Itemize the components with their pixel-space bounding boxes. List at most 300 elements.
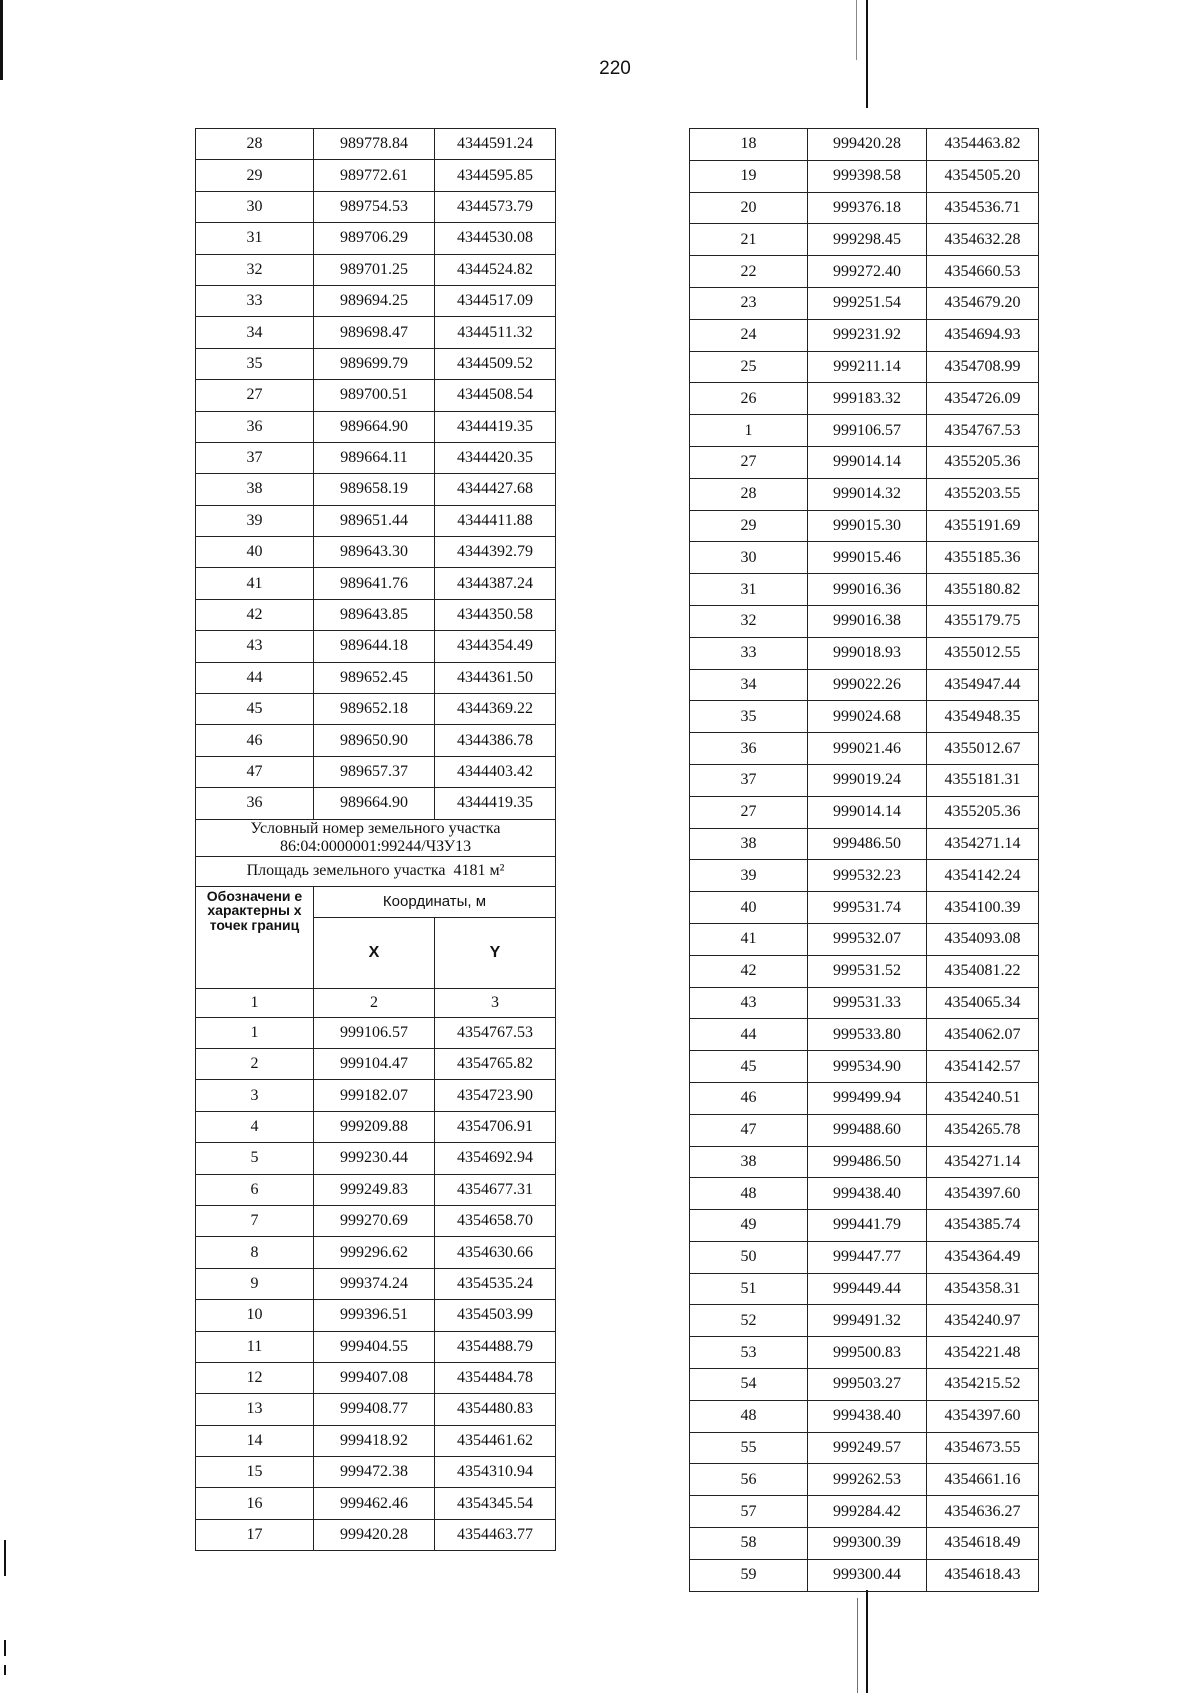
point-number-cell: 45 bbox=[196, 694, 314, 725]
y-coordinate-cell: 4354271.14 bbox=[927, 828, 1039, 860]
point-number-cell: 30 bbox=[196, 191, 314, 222]
y-coordinate-cell: 4354240.97 bbox=[927, 1305, 1039, 1337]
x-coordinate-cell: 999396.51 bbox=[314, 1300, 435, 1331]
table-row bbox=[196, 1111, 556, 1142]
x-coordinate-cell: 999462.46 bbox=[314, 1488, 435, 1519]
table-row bbox=[690, 669, 1039, 701]
x-coordinate-cell: 999106.57 bbox=[808, 415, 927, 447]
y-coordinate-cell: 4354065.34 bbox=[927, 987, 1039, 1019]
area-row bbox=[196, 856, 556, 886]
y-coordinate-cell: 4344511.32 bbox=[435, 317, 556, 348]
y-coordinate-cell: 4354535.24 bbox=[435, 1268, 556, 1299]
point-number-cell: 54 bbox=[690, 1369, 808, 1401]
table-row bbox=[690, 415, 1039, 447]
point-number-cell: 9 bbox=[196, 1268, 314, 1299]
x-coordinate-cell: 989652.18 bbox=[314, 694, 435, 725]
table-row bbox=[690, 637, 1039, 669]
x-coordinate-cell: 999398.58 bbox=[808, 160, 927, 192]
x-coordinate-cell: 999016.36 bbox=[808, 574, 927, 606]
y-coordinate-cell: 4355185.36 bbox=[927, 542, 1039, 574]
table-row bbox=[690, 796, 1039, 828]
point-number-cell: 1 bbox=[690, 415, 808, 447]
y-coordinate-cell: 4354142.24 bbox=[927, 860, 1039, 892]
table-row bbox=[196, 317, 556, 348]
table-row bbox=[690, 1400, 1039, 1432]
y-coordinate-cell: 4354142.57 bbox=[927, 1051, 1039, 1083]
x-coordinate-cell: 989641.76 bbox=[314, 568, 435, 599]
y-coordinate-cell: 4354636.27 bbox=[927, 1496, 1039, 1528]
x-coordinate-cell: 999531.52 bbox=[808, 955, 927, 987]
y-coordinate-cell: 4355191.69 bbox=[927, 510, 1039, 542]
table-row bbox=[196, 1080, 556, 1111]
table-row bbox=[690, 1369, 1039, 1401]
column-number-2: 2 bbox=[314, 988, 435, 1017]
y-coordinate-cell: 4354536.71 bbox=[927, 192, 1039, 224]
point-number-cell: 24 bbox=[690, 319, 808, 351]
table-row bbox=[196, 1519, 556, 1550]
scan-edge-mark-bottom-left-2 bbox=[4, 1640, 6, 1656]
point-number-cell: 40 bbox=[196, 537, 314, 568]
x-coordinate-cell: 999300.44 bbox=[808, 1559, 927, 1591]
point-number-cell: 38 bbox=[690, 828, 808, 860]
point-number-cell: 15 bbox=[196, 1457, 314, 1488]
point-number-cell: 35 bbox=[690, 701, 808, 733]
x-coordinate-cell: 989651.44 bbox=[314, 505, 435, 536]
area-cell bbox=[196, 856, 556, 886]
point-number-cell: 44 bbox=[690, 1019, 808, 1051]
x-coordinate-cell: 989664.11 bbox=[314, 442, 435, 473]
right-coordinates-table-container bbox=[689, 128, 1039, 1592]
point-number-cell: 49 bbox=[690, 1210, 808, 1242]
y-coordinate-cell: 4354271.14 bbox=[927, 1146, 1039, 1178]
table-row bbox=[690, 605, 1039, 637]
x-coordinate-cell: 989700.51 bbox=[314, 380, 435, 411]
column-number-3: 3 bbox=[435, 988, 556, 1017]
x-coordinate-cell: 989778.84 bbox=[314, 129, 435, 160]
point-designation-header: Обозначени е характерны х точек границ bbox=[196, 886, 314, 988]
y-coordinate-cell: 4354358.31 bbox=[927, 1273, 1039, 1305]
table-row bbox=[196, 1174, 556, 1205]
y-coordinate-cell: 4355205.36 bbox=[927, 446, 1039, 478]
table-row bbox=[196, 1425, 556, 1456]
x-coordinate-cell: 999449.44 bbox=[808, 1273, 927, 1305]
point-number-cell: 13 bbox=[196, 1394, 314, 1425]
point-number-cell: 39 bbox=[196, 505, 314, 536]
y-coordinate-cell: 4344387.24 bbox=[435, 568, 556, 599]
table-row bbox=[690, 892, 1039, 924]
table-row bbox=[690, 1496, 1039, 1528]
table-row bbox=[690, 319, 1039, 351]
point-number-cell: 38 bbox=[196, 474, 314, 505]
table-row bbox=[690, 1337, 1039, 1369]
table-row bbox=[196, 1457, 556, 1488]
right-coordinates-table bbox=[689, 128, 1039, 1592]
x-coordinate-cell: 989658.19 bbox=[314, 474, 435, 505]
page-number: 220 bbox=[599, 58, 631, 79]
point-number-cell: 38 bbox=[690, 1146, 808, 1178]
table-row bbox=[690, 510, 1039, 542]
point-number-cell: 36 bbox=[196, 411, 314, 442]
table-row bbox=[690, 923, 1039, 955]
table-row bbox=[690, 1559, 1039, 1591]
table-row bbox=[196, 1362, 556, 1393]
table-row bbox=[690, 733, 1039, 765]
y-coordinate-cell: 4354488.79 bbox=[435, 1331, 556, 1362]
x-coordinate-cell: 989650.90 bbox=[314, 725, 435, 756]
table-row bbox=[690, 987, 1039, 1019]
table-row bbox=[196, 411, 556, 442]
table-row bbox=[196, 725, 556, 756]
point-number-cell: 22 bbox=[690, 256, 808, 288]
y-coordinate-cell: 4344517.09 bbox=[435, 285, 556, 316]
y-coordinate-cell: 4354694.93 bbox=[927, 319, 1039, 351]
point-number-cell: 3 bbox=[196, 1080, 314, 1111]
point-number-cell: 16 bbox=[196, 1488, 314, 1519]
coordinates-header: Координаты, м bbox=[314, 886, 556, 917]
x-coordinate-cell: 999296.62 bbox=[314, 1237, 435, 1268]
point-number-cell: 53 bbox=[690, 1337, 808, 1369]
point-number-cell: 30 bbox=[690, 542, 808, 574]
y-coordinate-cell: 4354221.48 bbox=[927, 1337, 1039, 1369]
table-row bbox=[690, 764, 1039, 796]
y-coordinate-cell: 4354265.78 bbox=[927, 1114, 1039, 1146]
y-coordinate-cell: 4354723.90 bbox=[435, 1080, 556, 1111]
point-number-cell: 45 bbox=[690, 1051, 808, 1083]
x-coordinate-cell: 999284.42 bbox=[808, 1496, 927, 1528]
y-coordinate-cell: 4344403.42 bbox=[435, 756, 556, 787]
point-number-cell: 32 bbox=[690, 605, 808, 637]
y-coordinate-cell: 4344420.35 bbox=[435, 442, 556, 473]
y-coordinate-cell: 4355179.75 bbox=[927, 605, 1039, 637]
y-coordinate-cell: 4344369.22 bbox=[435, 694, 556, 725]
table-row bbox=[196, 1394, 556, 1425]
x-coordinate-cell: 999404.55 bbox=[314, 1331, 435, 1362]
point-number-cell: 20 bbox=[690, 192, 808, 224]
point-number-cell: 32 bbox=[196, 254, 314, 285]
point-number-cell: 50 bbox=[690, 1241, 808, 1273]
table-row bbox=[196, 442, 556, 473]
table-row bbox=[196, 1205, 556, 1236]
point-number-cell: 2 bbox=[196, 1048, 314, 1079]
point-number-cell: 14 bbox=[196, 1425, 314, 1456]
y-coordinate-cell: 4354658.70 bbox=[435, 1205, 556, 1236]
table-row bbox=[690, 160, 1039, 192]
x-coordinate-cell: 999447.77 bbox=[808, 1241, 927, 1273]
x-coordinate-cell: 999249.57 bbox=[808, 1432, 927, 1464]
y-coordinate-cell: 4344386.78 bbox=[435, 725, 556, 756]
point-number-cell: 36 bbox=[690, 733, 808, 765]
x-coordinate-cell: 999374.24 bbox=[314, 1268, 435, 1299]
x-coordinate-cell: 999024.68 bbox=[808, 701, 927, 733]
x-coordinate-cell: 989657.37 bbox=[314, 756, 435, 787]
x-coordinate-cell: 999018.93 bbox=[808, 637, 927, 669]
point-number-cell: 42 bbox=[690, 955, 808, 987]
point-number-cell: 46 bbox=[196, 725, 314, 756]
left-coordinates-table-container bbox=[195, 128, 556, 1551]
point-number-cell: 4 bbox=[196, 1111, 314, 1142]
table-row bbox=[690, 828, 1039, 860]
table-row bbox=[196, 631, 556, 662]
x-coordinate-cell: 999016.38 bbox=[808, 605, 927, 637]
binding-line-bottom bbox=[866, 1590, 868, 1693]
x-coordinate-cell: 999472.38 bbox=[314, 1457, 435, 1488]
table-row bbox=[690, 192, 1039, 224]
point-number-cell: 25 bbox=[690, 351, 808, 383]
point-number-cell: 37 bbox=[690, 764, 808, 796]
scan-edge-mark-bottom-left bbox=[4, 1540, 6, 1576]
y-coordinate-cell: 4344591.24 bbox=[435, 129, 556, 160]
table-row bbox=[690, 1082, 1039, 1114]
table-row bbox=[196, 380, 556, 411]
x-coordinate-cell: 999532.23 bbox=[808, 860, 927, 892]
point-number-cell: 10 bbox=[196, 1300, 314, 1331]
y-coordinate-cell: 4344573.79 bbox=[435, 191, 556, 222]
table-row bbox=[196, 223, 556, 254]
x-coordinate-cell: 999262.53 bbox=[808, 1464, 927, 1496]
column-number-1: 1 bbox=[196, 988, 314, 1017]
y-coordinate-cell: 4354660.53 bbox=[927, 256, 1039, 288]
x-coordinate-cell: 999298.45 bbox=[808, 224, 927, 256]
y-coordinate-cell: 4344530.08 bbox=[435, 223, 556, 254]
x-coordinate-cell: 999420.28 bbox=[808, 129, 927, 161]
point-number-cell: 55 bbox=[690, 1432, 808, 1464]
point-number-cell: 21 bbox=[690, 224, 808, 256]
y-coordinate-cell: 4354505.20 bbox=[927, 160, 1039, 192]
table-row bbox=[196, 537, 556, 568]
y-coordinate-cell: 4354947.44 bbox=[927, 669, 1039, 701]
point-number-cell: 51 bbox=[690, 1273, 808, 1305]
point-number-cell: 46 bbox=[690, 1082, 808, 1114]
y-coordinate-cell: 4354310.94 bbox=[435, 1457, 556, 1488]
table-row bbox=[196, 1143, 556, 1174]
x-coordinate-cell: 999499.94 bbox=[808, 1082, 927, 1114]
x-coordinate-cell: 999022.26 bbox=[808, 669, 927, 701]
table-row bbox=[690, 1432, 1039, 1464]
x-coordinate-cell: 989698.47 bbox=[314, 317, 435, 348]
point-number-cell: 47 bbox=[690, 1114, 808, 1146]
y-coordinate-cell: 4354708.99 bbox=[927, 351, 1039, 383]
plot-info bbox=[196, 819, 556, 1017]
table-row bbox=[690, 383, 1039, 415]
table-row bbox=[690, 1273, 1039, 1305]
x-coordinate-cell: 999531.74 bbox=[808, 892, 927, 924]
point-number-cell: 6 bbox=[196, 1174, 314, 1205]
y-coordinate-cell: 4354948.35 bbox=[927, 701, 1039, 733]
point-number-cell: 44 bbox=[196, 662, 314, 693]
y-coordinate-cell: 4355203.55 bbox=[927, 478, 1039, 510]
x-coordinate-cell: 999532.07 bbox=[808, 923, 927, 955]
table-row bbox=[196, 694, 556, 725]
table-row bbox=[196, 474, 556, 505]
table-row bbox=[690, 446, 1039, 478]
x-header: X bbox=[314, 917, 435, 988]
point-number-cell: 7 bbox=[196, 1205, 314, 1236]
x-coordinate-cell: 999488.60 bbox=[808, 1114, 927, 1146]
table-row bbox=[196, 756, 556, 787]
table-row bbox=[690, 574, 1039, 606]
left-table-rows-part-2 bbox=[196, 1017, 556, 1551]
y-coordinate-cell: 4354632.28 bbox=[927, 224, 1039, 256]
y-coordinate-cell: 4354767.53 bbox=[435, 1017, 556, 1048]
x-coordinate-cell: 999300.39 bbox=[808, 1528, 927, 1560]
x-coordinate-cell: 999106.57 bbox=[314, 1017, 435, 1048]
x-coordinate-cell: 999531.33 bbox=[808, 987, 927, 1019]
y-coordinate-cell: 4354726.09 bbox=[927, 383, 1039, 415]
conditional-number-value: 86:04:0000001:99244/ЧЗУ13 bbox=[279, 837, 472, 855]
point-number-cell: 12 bbox=[196, 1362, 314, 1393]
table-row bbox=[690, 351, 1039, 383]
y-coordinate-cell: 4354364.49 bbox=[927, 1241, 1039, 1273]
point-number-cell: 33 bbox=[690, 637, 808, 669]
x-coordinate-cell: 999183.32 bbox=[808, 383, 927, 415]
point-number-cell: 35 bbox=[196, 348, 314, 379]
y-coordinate-cell: 4354618.43 bbox=[927, 1559, 1039, 1591]
scan-edge-mark-bottom-left-3 bbox=[4, 1665, 6, 1675]
point-number-cell: 18 bbox=[690, 129, 808, 161]
table-row bbox=[196, 1300, 556, 1331]
x-coordinate-cell: 999230.44 bbox=[314, 1143, 435, 1174]
x-coordinate-cell: 999270.69 bbox=[314, 1205, 435, 1236]
y-coordinate-cell: 4354385.74 bbox=[927, 1210, 1039, 1242]
x-coordinate-cell: 989643.85 bbox=[314, 599, 435, 630]
area-label: Площадь земельного участка bbox=[246, 862, 446, 880]
y-coordinate-cell: 4354503.99 bbox=[435, 1300, 556, 1331]
x-coordinate-cell: 999272.40 bbox=[808, 256, 927, 288]
table-row bbox=[690, 224, 1039, 256]
y-coordinate-cell: 4354397.60 bbox=[927, 1400, 1039, 1432]
point-number-cell: 27 bbox=[690, 446, 808, 478]
conditional-number-row bbox=[196, 819, 556, 856]
y-coordinate-cell: 4354618.49 bbox=[927, 1528, 1039, 1560]
point-number-cell: 29 bbox=[690, 510, 808, 542]
x-coordinate-cell: 989643.30 bbox=[314, 537, 435, 568]
y-coordinate-cell: 4354706.91 bbox=[435, 1111, 556, 1142]
x-coordinate-cell: 989699.79 bbox=[314, 348, 435, 379]
point-number-cell: 23 bbox=[690, 287, 808, 319]
table-row bbox=[196, 599, 556, 630]
x-coordinate-cell: 999209.88 bbox=[314, 1111, 435, 1142]
x-coordinate-cell: 999104.47 bbox=[314, 1048, 435, 1079]
left-coordinates-table bbox=[195, 128, 556, 1551]
table-row bbox=[690, 955, 1039, 987]
y-coordinate-cell: 4355012.67 bbox=[927, 733, 1039, 765]
y-coordinate-cell: 4354630.66 bbox=[435, 1237, 556, 1268]
y-coordinate-cell: 4344419.35 bbox=[435, 788, 556, 819]
point-number-cell: 17 bbox=[196, 1519, 314, 1550]
table-row bbox=[690, 1464, 1039, 1496]
point-number-cell: 31 bbox=[690, 574, 808, 606]
table-row bbox=[690, 1210, 1039, 1242]
header-row-1 bbox=[196, 886, 556, 917]
point-number-cell: 34 bbox=[196, 317, 314, 348]
table-row bbox=[196, 160, 556, 191]
x-coordinate-cell: 989664.90 bbox=[314, 788, 435, 819]
y-coordinate-cell: 4354677.31 bbox=[435, 1174, 556, 1205]
x-coordinate-cell: 999500.83 bbox=[808, 1337, 927, 1369]
y-coordinate-cell: 4344509.52 bbox=[435, 348, 556, 379]
table-row bbox=[196, 568, 556, 599]
table-row bbox=[690, 860, 1039, 892]
y-coordinate-cell: 4354345.54 bbox=[435, 1488, 556, 1519]
table-row bbox=[196, 1331, 556, 1362]
y-coordinate-cell: 4355205.36 bbox=[927, 796, 1039, 828]
x-coordinate-cell: 999251.54 bbox=[808, 287, 927, 319]
table-row bbox=[690, 129, 1039, 161]
table-row bbox=[196, 662, 556, 693]
table-row bbox=[196, 788, 556, 819]
y-coordinate-cell: 4354240.51 bbox=[927, 1082, 1039, 1114]
point-number-cell: 28 bbox=[196, 129, 314, 160]
x-coordinate-cell: 999491.32 bbox=[808, 1305, 927, 1337]
x-coordinate-cell: 999503.27 bbox=[808, 1369, 927, 1401]
y-coordinate-cell: 4344508.54 bbox=[435, 380, 556, 411]
area-value: 4181 м² bbox=[453, 862, 505, 880]
table-row bbox=[196, 129, 556, 160]
y-coordinate-cell: 4354661.16 bbox=[927, 1464, 1039, 1496]
table-row bbox=[196, 285, 556, 316]
table-row bbox=[690, 1528, 1039, 1560]
y-coordinate-cell: 4354765.82 bbox=[435, 1048, 556, 1079]
point-number-cell: 11 bbox=[196, 1331, 314, 1362]
y-coordinate-cell: 4354081.22 bbox=[927, 955, 1039, 987]
point-number-cell: 36 bbox=[196, 788, 314, 819]
y-coordinate-cell: 4355012.55 bbox=[927, 637, 1039, 669]
table-row bbox=[690, 701, 1039, 733]
point-number-cell: 40 bbox=[690, 892, 808, 924]
point-number-cell: 52 bbox=[690, 1305, 808, 1337]
y-coordinate-cell: 4354679.20 bbox=[927, 287, 1039, 319]
x-coordinate-cell: 999420.28 bbox=[314, 1519, 435, 1550]
table-row bbox=[690, 1178, 1039, 1210]
point-number-cell: 26 bbox=[690, 383, 808, 415]
x-coordinate-cell: 999438.40 bbox=[808, 1400, 927, 1432]
x-coordinate-cell: 999534.90 bbox=[808, 1051, 927, 1083]
conditional-number-label: Условный номер земельного участка bbox=[250, 820, 501, 837]
point-number-cell: 34 bbox=[690, 669, 808, 701]
table-row bbox=[196, 1488, 556, 1519]
y-header: Y bbox=[435, 917, 556, 988]
x-coordinate-cell: 989701.25 bbox=[314, 254, 435, 285]
x-coordinate-cell: 999486.50 bbox=[808, 828, 927, 860]
x-coordinate-cell: 989644.18 bbox=[314, 631, 435, 662]
x-coordinate-cell: 999211.14 bbox=[808, 351, 927, 383]
x-coordinate-cell: 999408.77 bbox=[314, 1394, 435, 1425]
y-coordinate-cell: 4354397.60 bbox=[927, 1178, 1039, 1210]
point-number-cell: 43 bbox=[196, 631, 314, 662]
y-coordinate-cell: 4354215.52 bbox=[927, 1369, 1039, 1401]
x-coordinate-cell: 989664.90 bbox=[314, 411, 435, 442]
x-coordinate-cell: 999019.24 bbox=[808, 764, 927, 796]
x-coordinate-cell: 999015.46 bbox=[808, 542, 927, 574]
x-coordinate-cell: 999182.07 bbox=[314, 1080, 435, 1111]
y-coordinate-cell: 4344427.68 bbox=[435, 474, 556, 505]
y-coordinate-cell: 4354692.94 bbox=[435, 1143, 556, 1174]
right-table-rows bbox=[690, 129, 1039, 1592]
y-coordinate-cell: 4344350.58 bbox=[435, 599, 556, 630]
y-coordinate-cell: 4344419.35 bbox=[435, 411, 556, 442]
x-coordinate-cell: 999441.79 bbox=[808, 1210, 927, 1242]
table-row bbox=[196, 1017, 556, 1048]
y-coordinate-cell: 4354093.08 bbox=[927, 923, 1039, 955]
table-row bbox=[690, 1305, 1039, 1337]
point-number-cell: 48 bbox=[690, 1400, 808, 1432]
point-number-cell: 37 bbox=[196, 442, 314, 473]
conditional-number-cell bbox=[196, 819, 556, 856]
y-coordinate-cell: 4354673.55 bbox=[927, 1432, 1039, 1464]
y-coordinate-cell: 4344361.50 bbox=[435, 662, 556, 693]
table-row bbox=[690, 256, 1039, 288]
y-coordinate-cell: 4354062.07 bbox=[927, 1019, 1039, 1051]
